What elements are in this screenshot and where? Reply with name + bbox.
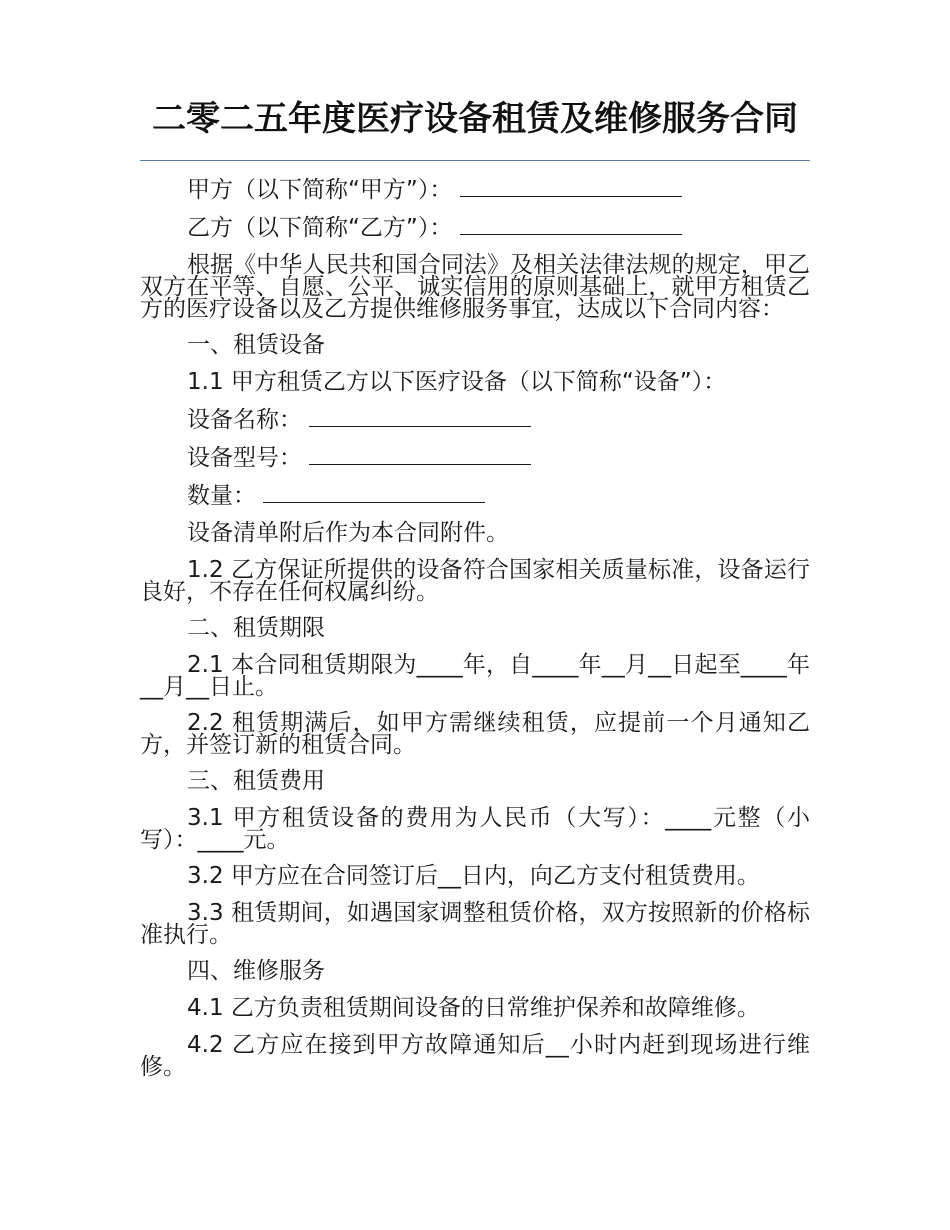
clause-2-2: 2.2 租赁期满后，如甲方需继续租赁，应提前一个月通知乙方，并签订新的租赁合同。: [140, 710, 810, 758]
section-3-heading: 三、租赁费用: [187, 768, 325, 794]
section-2-heading: 二、租赁期限: [187, 615, 325, 641]
quantity-label: 数量：: [187, 483, 256, 509]
section-1-heading: 一、租赁设备: [187, 332, 325, 358]
party-a-label: 甲方（以下简称“甲方”）：: [187, 177, 453, 203]
document-title: 二零二五年度医疗设备租赁及维修服务合同: [152, 99, 798, 139]
party-b-line: [140, 216, 810, 239]
party-a-line: [140, 178, 810, 201]
title-underline: [140, 160, 810, 161]
clause-4-1: 4.1 乙方负责租赁期间设备的日常维护保养和故障维修。: [187, 995, 760, 1021]
quantity-line: [140, 484, 810, 507]
clause-3-1: 3.1 甲方租赁设备的费用为人民币（大写）：____元整（小写）：____元。: [140, 805, 810, 853]
party-b-label: 乙方（以下简称“乙方”）：: [187, 215, 453, 241]
device-model-label: 设备型号：: [187, 445, 302, 471]
party-b-blank: [460, 216, 682, 235]
clause-1-2: 1.2 乙方保证所提供的设备符合国家相关质量标准，设备运行良好，不存在任何权属纠纷。: [140, 557, 810, 605]
preamble-paragraph: 根据《中华人民共和国合同法》及相关法律法规的规定，甲乙双方在平等、自愿、公平、诚实信用的原则基础上，就甲方租赁乙方的医疗设备以及乙方提供维修服务事宜，达成以下合同内容：: [140, 252, 810, 322]
clause-3-2: 3.2 甲方应在合同签订后__日内，向乙方支付租赁费用。: [187, 863, 760, 889]
device-model-blank: [309, 446, 531, 465]
device-list-note: 设备清单附后作为本合同附件。: [187, 520, 509, 546]
section-4-heading: 四、维修服务: [187, 958, 325, 984]
clause-2-1: 2.1 本合同租赁期限为____年，自____年__月__日起至____年__月__日止。: [140, 652, 810, 700]
contract-body: [140, 178, 810, 1092]
device-name-blank: [309, 408, 531, 427]
party-a-blank: [460, 178, 682, 197]
quantity-blank: [263, 484, 485, 503]
device-model-line: [140, 446, 810, 469]
device-name-line: [140, 408, 810, 431]
clause-1-1: 1.1 甲方租赁乙方以下医疗设备（以下简称“设备”）：: [187, 369, 727, 395]
clause-3-3: 3.3 租赁期间，如遇国家调整租赁价格，双方按照新的价格标准执行。: [140, 900, 810, 948]
device-name-label: 设备名称：: [187, 407, 302, 433]
clause-4-2: 4.2 乙方应在接到甲方故障通知后__小时内赶到现场进行维修。: [140, 1032, 810, 1080]
